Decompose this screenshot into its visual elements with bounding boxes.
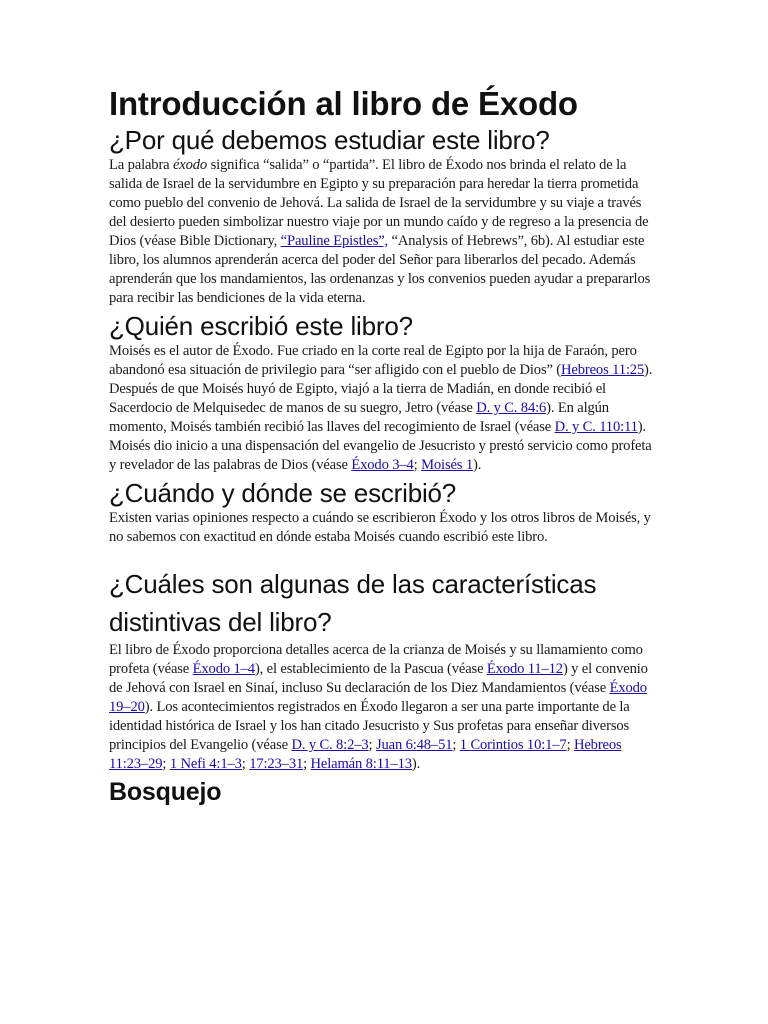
link-1-nefi-4-1-3[interactable]: 1 Nefi 4:1–3 xyxy=(169,756,242,772)
paragraph-distinctive-features xyxy=(109,641,661,774)
text-run: significa “salida” o “partida”. El libro de Éxodo nos brinda el relato de la salida de Israel de la servidumbre en Egipto y su preparación para heredar la tierra prometida como pueblo del convenio de Jehová. La salida de Israel de la servidumbre y su viaje a través del desierto pueden simbolizar nuestro viaje por un mundo caído y de regreso a la presencia de Dios (véase Bible Dictionary, xyxy=(109,157,649,249)
separator: ; xyxy=(241,756,250,772)
text-run: “Analysis of Hebrews”, 6b). Al estudiar este libro, los alumnos aprenderán acerca del poder del Señor para liberarlos del pecado. Además aprenderán que los mandamientos, las ordenanzas y los convenios pueden ayudar a prepararlos para recibir las bendiciones de la vida eterna. xyxy=(109,233,651,306)
separator: ; xyxy=(566,737,574,753)
text-run: El libro de Éxodo proporciona detalles acerca de la crianza de Moisés y su llamamiento como profeta (véase xyxy=(109,642,643,677)
heading-distinctive-features: ¿Cuáles son algunas de las características distintivas del libro? xyxy=(109,569,597,637)
text-run: ). xyxy=(472,457,482,473)
document-body xyxy=(109,84,661,808)
heading-outline: Bosquejo xyxy=(109,778,222,806)
link-juan-6-48-51[interactable]: Juan 6:48–51 xyxy=(375,737,453,753)
separator: ; xyxy=(452,737,460,753)
text-run: ), el establecimiento de la Pascua (véase xyxy=(254,661,487,677)
paragraph-who-wrote xyxy=(109,342,661,475)
heading-who-wrote: ¿Quién escribió este libro? xyxy=(109,311,413,341)
text-run: ). xyxy=(411,756,421,772)
link-dyc-8-2-3[interactable]: D. y C. 8:2–3 xyxy=(291,737,369,753)
text-run: ). Después de que Moisés huyó de Egipto, viajó a la tierra de Madián, en donde recibió el Sacerdocio de Melquisedec de manos de su suegro, Jetro (véase xyxy=(109,362,653,416)
link-exodo-19-20[interactable]: Éxodo 19–20 xyxy=(109,680,647,715)
text-run: ). En algún momento, Moisés también recibió las llaves del recogimiento de Israel (véase xyxy=(109,400,609,435)
text-run: La palabra xyxy=(109,157,173,173)
text-run: ) y el convenio de Jehová con Israel en Sinaí, incluso Su declaración de los Diez Mandamientos (véase xyxy=(109,661,648,696)
link-exodo-11-12[interactable]: Éxodo 11–12 xyxy=(486,661,563,677)
link-dyc-110-11[interactable]: D. y C. 110:11 xyxy=(554,419,638,435)
link-exodo-1-4[interactable]: Éxodo 1–4 xyxy=(192,661,255,677)
link-helaman-8-11-13[interactable]: Helamán 8:11–13 xyxy=(310,756,412,772)
link-dyc-84-6[interactable]: D. y C. 84:6 xyxy=(476,400,547,416)
link-hebreos-11-23-29[interactable]: Hebreos 11:23–29 xyxy=(109,737,622,772)
text-run: ; xyxy=(413,457,422,473)
separator: ; xyxy=(303,756,311,772)
paragraph-when-where: Existen varias opiniones respecto a cuándo se escribieron Éxodo y los otros libros de Moisés, y no sabemos con exactitud en dónde estaba Moisés cuando escribió este libro. xyxy=(109,510,651,545)
page-title: Introducción al libro de Éxodo xyxy=(109,85,578,122)
separator: ; xyxy=(162,756,170,772)
link-exodo-3-4[interactable]: Éxodo 3–4 xyxy=(351,457,414,473)
emphasis-exodo: éxodo xyxy=(172,157,208,173)
link-hebreos-11-25[interactable]: Hebreos 11:25 xyxy=(561,362,645,378)
link-pauline-epistles[interactable]: “Pauline Epistles”, xyxy=(280,233,389,249)
text-run: ). Moisés dio inicio a una dispensación del evangelio de Jesucristo y prestó servicio como profeta y revelador de las palabras de Dios (véase xyxy=(109,419,652,473)
link-moises-1[interactable]: Moisés 1 xyxy=(421,457,473,473)
link-1-corintios-10-1-7[interactable]: 1 Corintios 10:1–7 xyxy=(459,737,567,753)
text-run: ). Los acontecimientos registrados en Éxodo llegaron a ser una parte importante de la identidad histórica de Israel y los han citado Jesucristo y Sus profetas para enseñar diversos principios del Evangelio (véase xyxy=(109,699,630,753)
link-17-23-31[interactable]: 17:23–31 xyxy=(249,756,304,772)
separator: ; xyxy=(368,737,376,753)
paragraph-why-study xyxy=(109,156,661,308)
heading-why-study: ¿Por qué debemos estudiar este libro? xyxy=(109,125,550,155)
heading-when-where: ¿Cuándo y dónde se escribió? xyxy=(109,478,457,508)
text-run: Moisés es el autor de Éxodo. Fue criado en la corte real de Egipto por la hija de Faraón, pero abandonó esa situación de privilegio para “ser afligido con el pueblo de Dios” ( xyxy=(109,343,637,378)
